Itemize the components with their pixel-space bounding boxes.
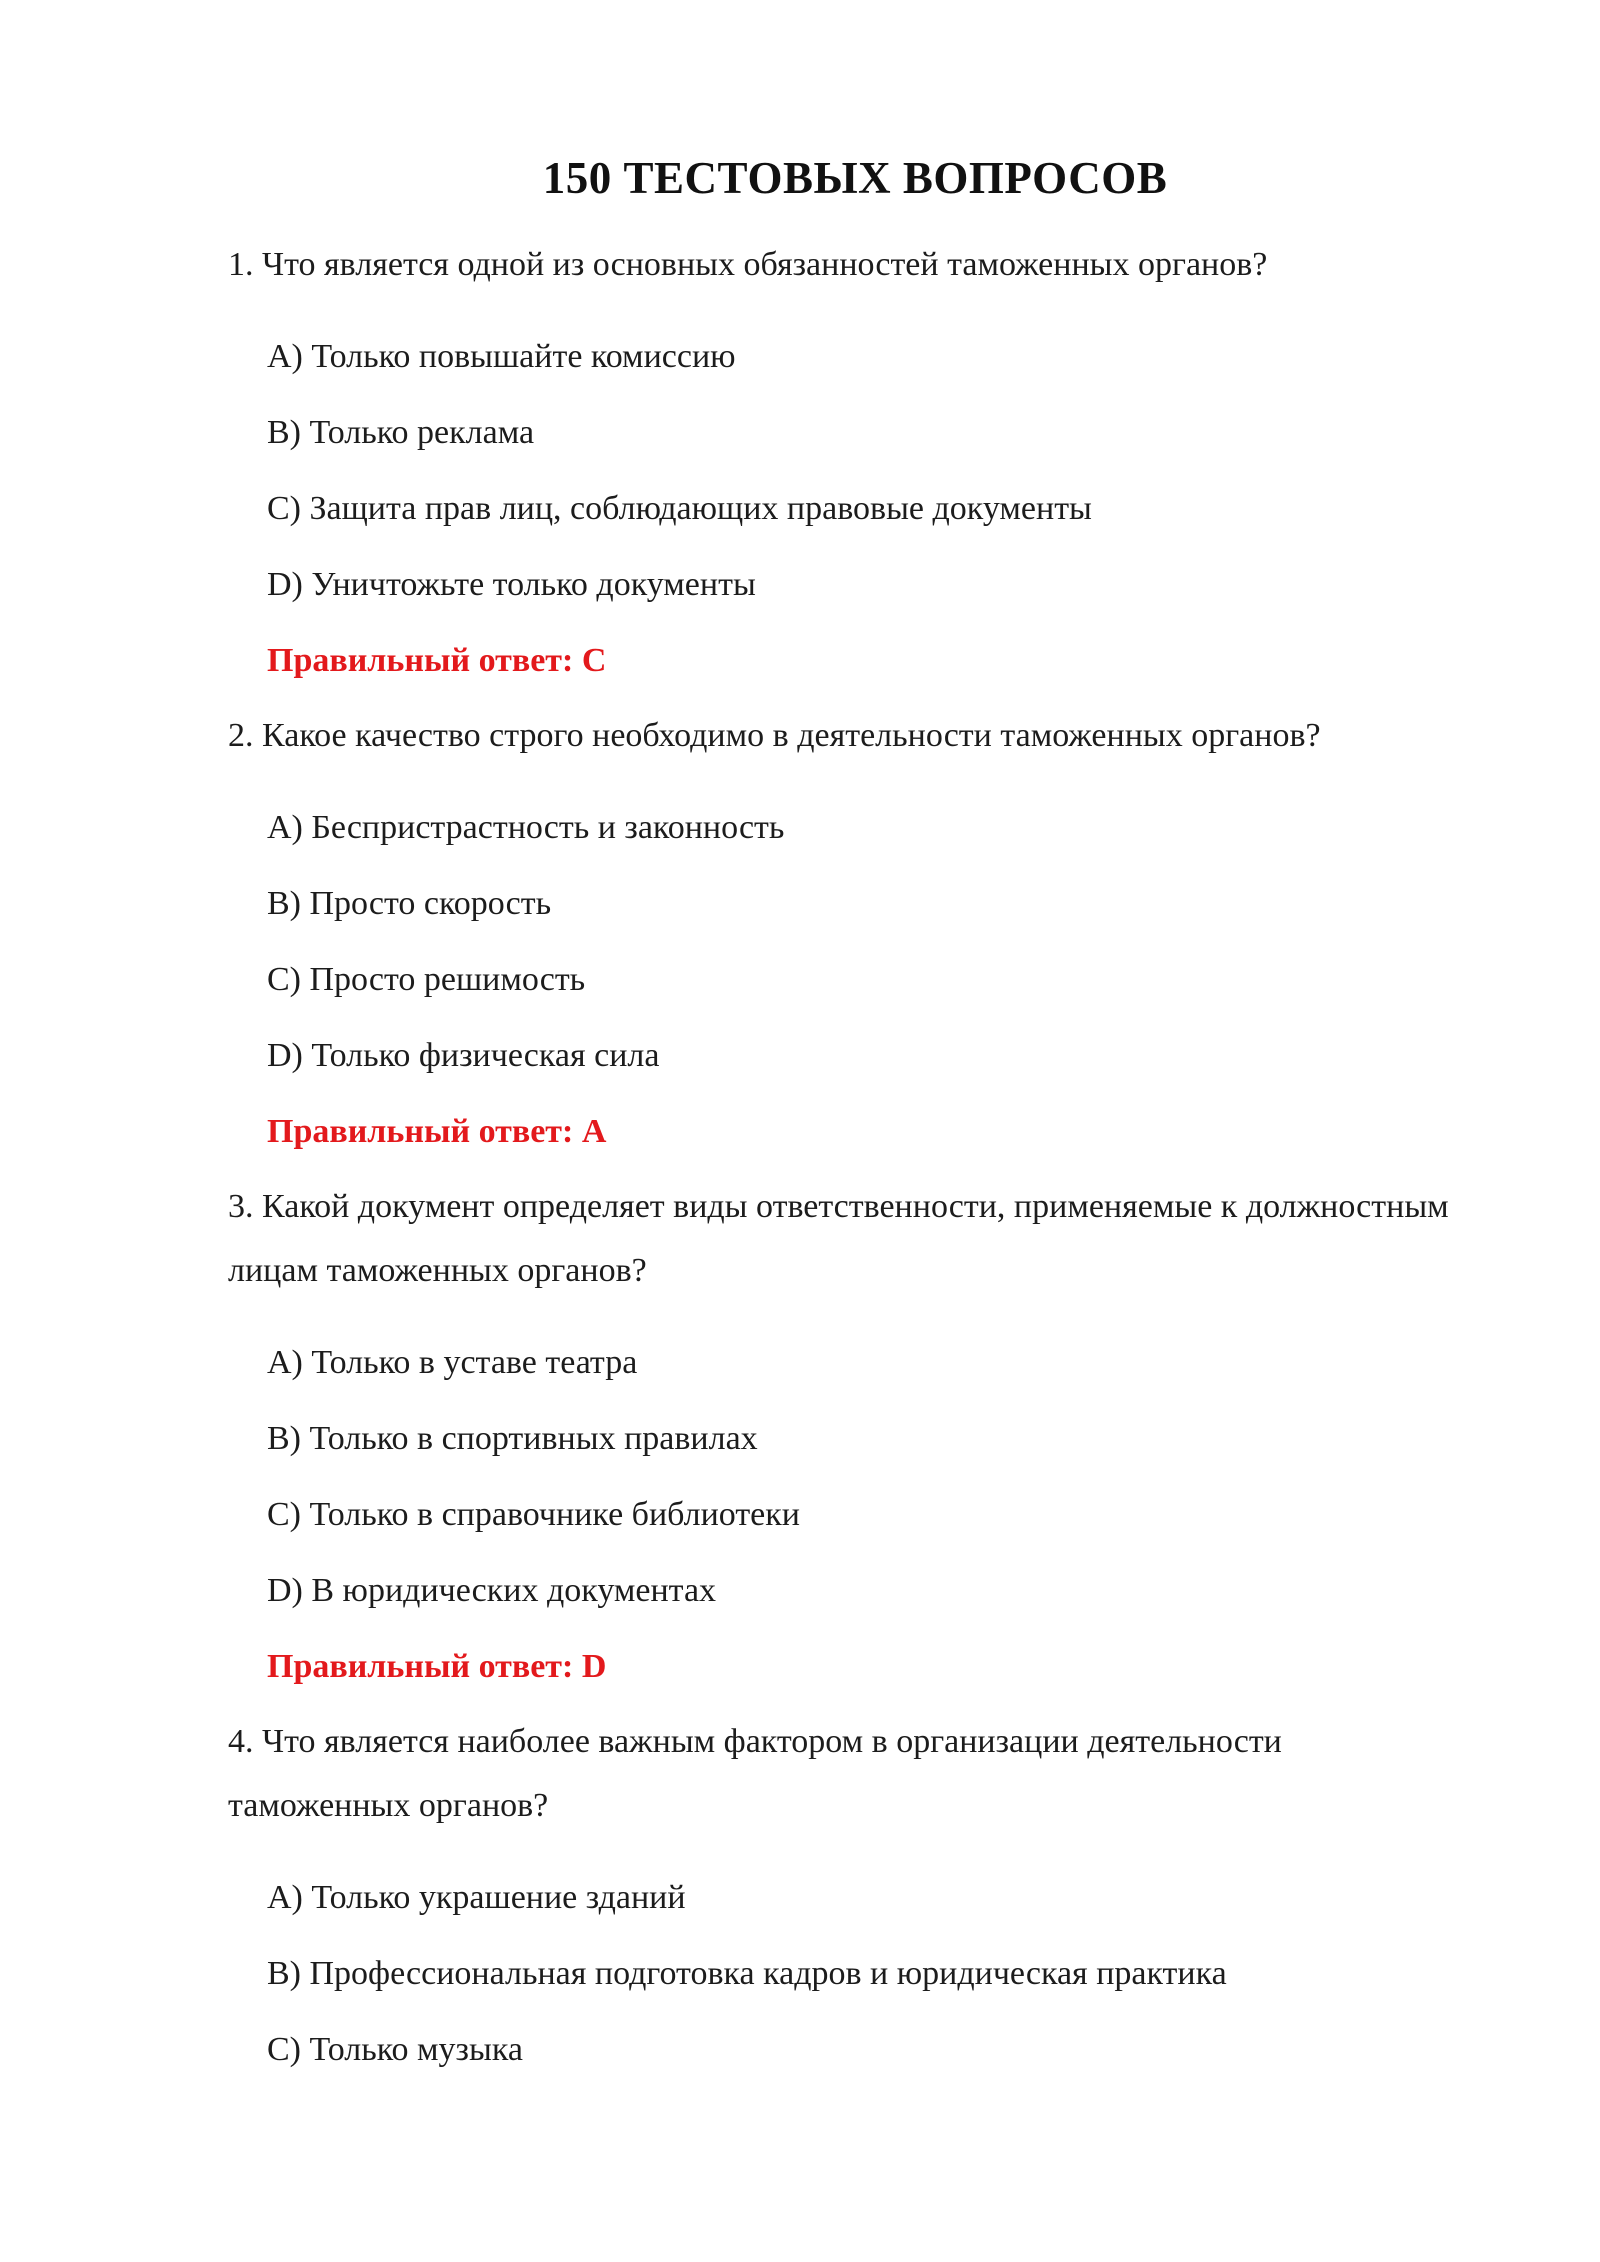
question-3-option-c: C) Только в справочнике библиотеки xyxy=(267,1496,800,1533)
question-2-option-d: D) Только физическая сила xyxy=(267,1037,660,1074)
question-3-text: 3. Какой документ определяет виды ответственности, применяемые к должностным лицам таможенных органов? xyxy=(228,1188,1449,1289)
question-1-option-b: B) Только реклама xyxy=(267,414,535,451)
question-1-option-d: D) Уничтожьте только документы xyxy=(267,566,756,603)
question-2-option-a: A) Беспристрастность и законность xyxy=(267,809,785,846)
question-2-text: 2. Какое качество строго необходимо в деятельности таможенных органов? xyxy=(228,717,1321,754)
question-2-option-b: B) Просто скорость xyxy=(267,885,552,922)
question-3-option-d: D) В юридических документах xyxy=(267,1572,717,1609)
document-title: 150 ТЕСТОВЫХ ВОПРОСОВ xyxy=(542,153,1168,203)
question-3-option-a: A) Только в уставе театра xyxy=(267,1344,638,1381)
question-1-option-a: A) Только повышайте комиссию xyxy=(267,338,736,375)
question-3-option-b: B) Только в спортивных правилах xyxy=(267,1420,758,1457)
question-1-text: 1. Что является одной из основных обязанностей таможенных органов? xyxy=(228,246,1268,283)
question-4-text: 4. Что является наиболее важным фактором в организации деятельности таможенных органов? xyxy=(228,1723,1282,1824)
question-4-option-b: B) Профессиональная подготовка кадров и юридическая практика xyxy=(267,1955,1227,1992)
question-1-option-c: C) Защита прав лиц, соблюдающих правовые документы xyxy=(267,490,1092,527)
question-4-option-c: C) Только музыка xyxy=(267,2031,523,2068)
question-2-option-c: C) Просто решимость xyxy=(267,961,586,998)
question-1-answer: Правильный ответ: C xyxy=(267,642,607,679)
question-4-option-a: A) Только украшение зданий xyxy=(267,1879,686,1916)
question-3-answer: Правильный ответ: D xyxy=(267,1648,607,1685)
question-2-answer: Правильный ответ: A xyxy=(267,1113,607,1150)
